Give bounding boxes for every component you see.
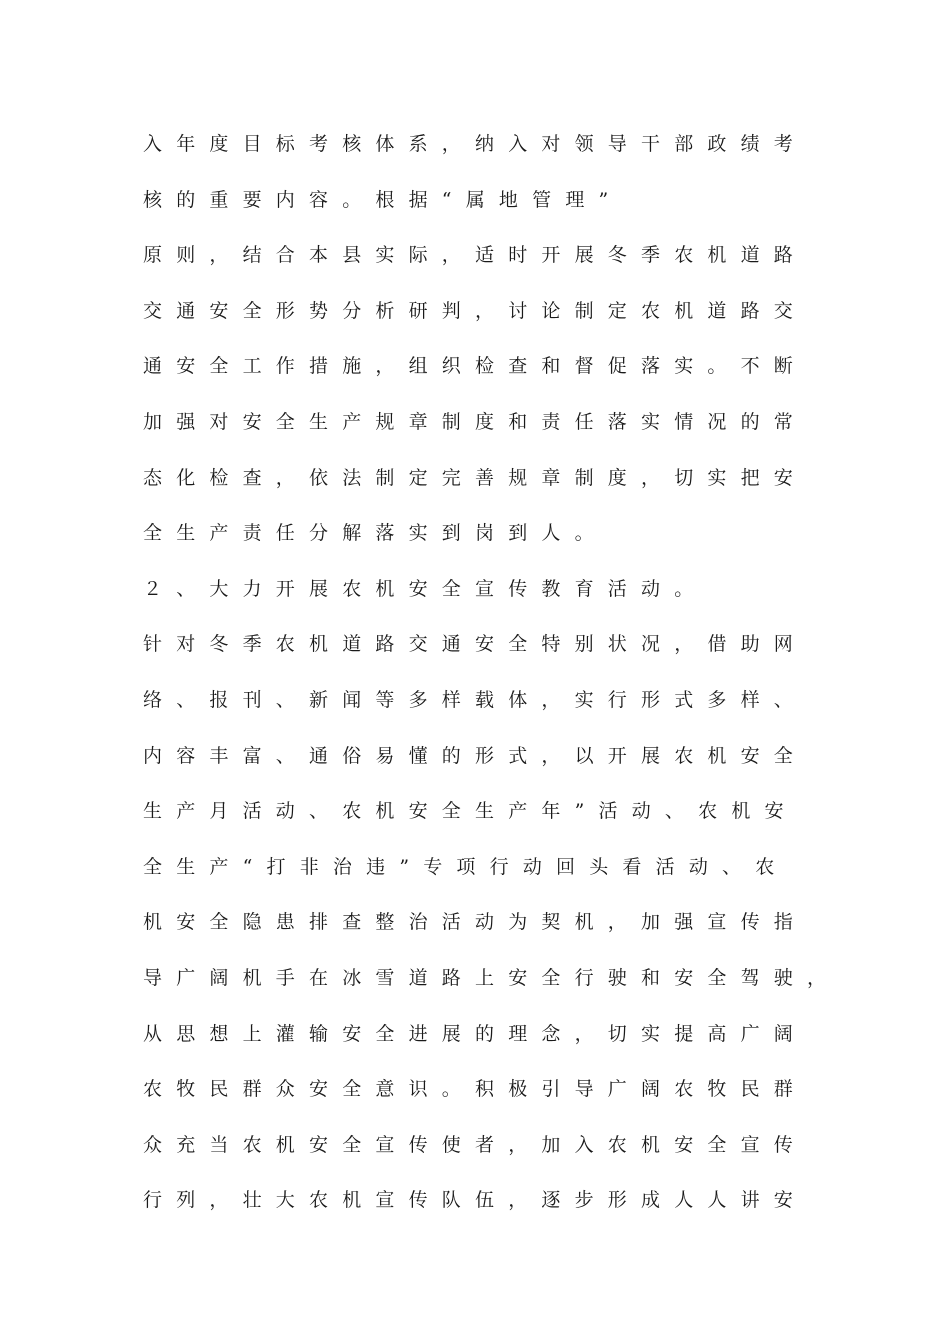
text-line: 针对冬季农机道路交通安全特别状况，借助网 <box>143 633 808 656</box>
text-line: 生产月活动、农机安全生产年”活动、农机安 <box>143 800 798 823</box>
text-line: 原则，结合本县实际，适时开展冬季农机道路 <box>143 244 808 267</box>
text-line: 全生产责任分解落实到岗到人。 <box>143 522 608 545</box>
text-line: 核的重要内容。根据“属地管理” <box>143 188 623 211</box>
text-line: 态化检查，依法制定完善规章制度，切实把安 <box>143 466 808 489</box>
text-line: 农牧民群众安全意识。积极引导广阔农牧民群 <box>143 1078 808 1101</box>
text-line: 从思想上灌输安全进展的理念，切实提高广阔 <box>143 1022 808 1045</box>
text-line: ２、大力开展农机安全宣传教育活动。 <box>143 577 708 600</box>
text-line: 加强对安全生产规章制度和责任落实情况的常 <box>143 410 808 433</box>
text-line: 交通安全形势分析研判，讨论制定农机道路交 <box>143 299 808 322</box>
text-line: 内容丰富、通俗易懂的形式，以开展农机安全 <box>143 744 808 767</box>
text-line: 行列，壮大农机宣传队伍，逐步形成人人讲安 <box>143 1189 808 1212</box>
text-line: 众充当农机安全宣传使者，加入农机安全宣传 <box>143 1133 808 1156</box>
text-line: 全生产“打非治违”专项行动回头看活动、农 <box>143 855 789 878</box>
body-text <box>143 126 843 1238</box>
text-line: 机安全隐患排查整治活动为契机，加强宣传指 <box>143 911 808 934</box>
text-line: 通安全工作措施，组织检查和督促落实。不断 <box>143 355 808 378</box>
text-line: 络、报刊、新闻等多样载体，实行形式多样、 <box>143 688 808 711</box>
text-line: 入年度目标考核体系，纳入对领导干部政绩考 <box>143 133 808 155</box>
text-line: 导广阔机手在冰雪道路上安全行驶和安全驾驶， <box>143 966 841 989</box>
